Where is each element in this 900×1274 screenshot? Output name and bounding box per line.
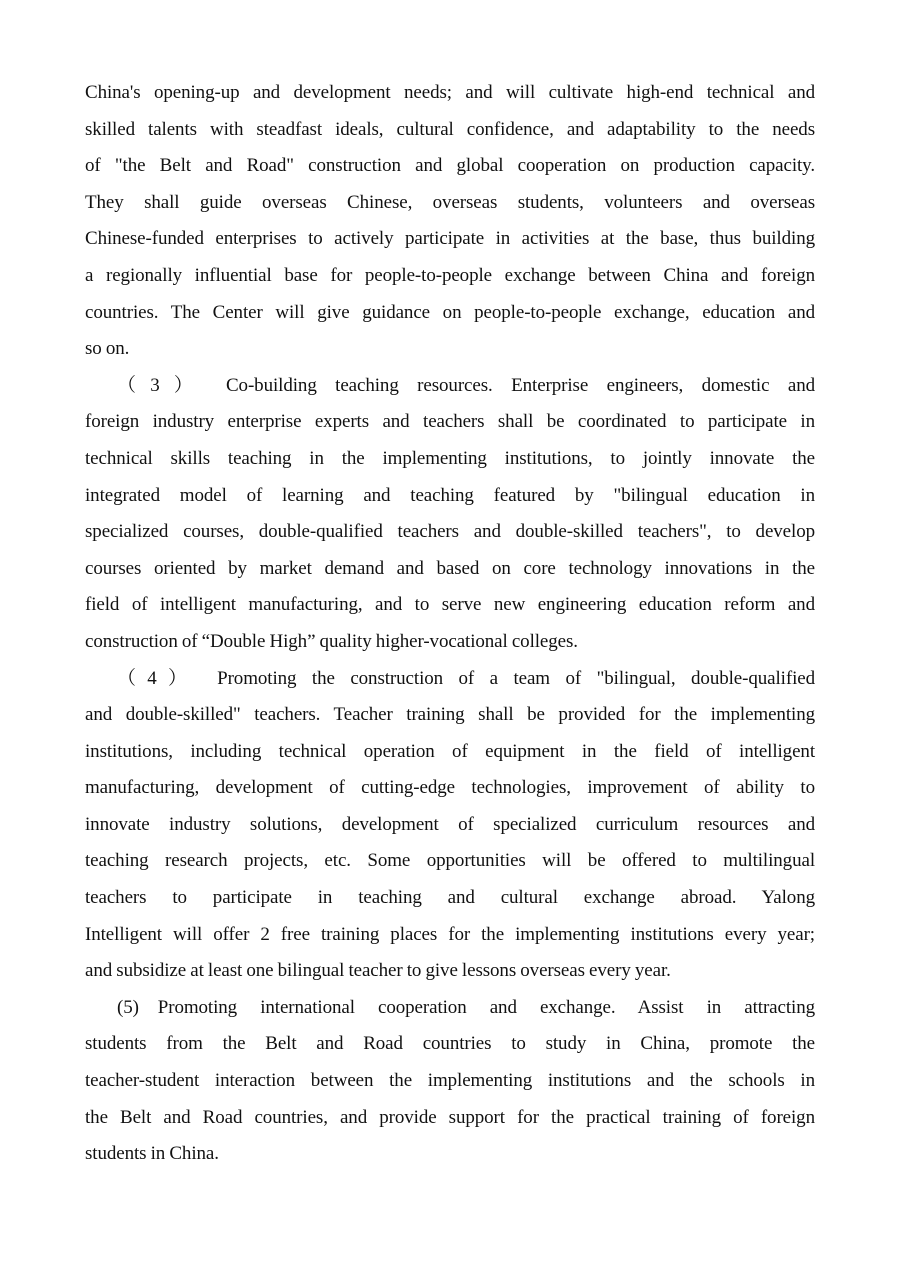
text-line: so on. — [85, 338, 130, 360]
paragraph — [85, 661, 815, 990]
text-line: foreign industry enterprise experts and teachers shall be coordinated to participate in — [85, 411, 815, 433]
text-line: teachers to participate in teaching and cultural exchange abroad. Yalong — [85, 887, 815, 909]
text-line: construction of “Double High” quality higher-vocational colleges. — [85, 630, 578, 652]
text-line: a regionally influential base for people-to-people exchange between China and foreign — [85, 264, 815, 286]
paragraph — [85, 75, 815, 368]
paragraph — [85, 990, 815, 1173]
text-line: China's opening-up and development needs; and will cultivate high-end technical and — [85, 82, 815, 103]
text-line: manufacturing, development of cutting-edge technologies, improvement of ability to — [85, 777, 815, 799]
text-line: innovate industry solutions, development of specialized curriculum resources and — [85, 813, 815, 835]
text-line: technical skills teaching in the implementing institutions, to jointly innovate the — [85, 447, 815, 469]
text-line: Chinese-funded enterprises to actively participate in activities at the base, thus building — [85, 228, 815, 250]
text-line: specialized courses, double-qualified teachers and double-skilled teachers", to develop — [85, 521, 815, 543]
paragraph — [85, 368, 815, 661]
text-line: countries. The Center will give guidance on people-to-people exchange, education and — [85, 301, 815, 323]
text-line: students in China. — [85, 1143, 219, 1165]
text-line: students from the Belt and Road countries to study in China, promote the — [85, 1033, 815, 1055]
text-line: (5) Promoting international cooperation and exchange. Assist in attracting — [117, 996, 815, 1018]
text-line: field of intelligent manufacturing, and to serve new engineering education reform and — [85, 594, 815, 616]
text-line: integrated model of learning and teaching featured by "bilingual education in — [85, 484, 815, 506]
text-line: of "the Belt and Road" construction and global cooperation on production capacity. — [85, 155, 815, 177]
text-line: （4） Promoting the construction of a team of "bilingual, double-qualified — [117, 667, 815, 689]
text-line: and subsidize at least one bilingual teacher to give lessons overseas every year. — [85, 960, 671, 982]
text-line: skilled talents with steadfast ideals, cultural confidence, and adaptability to the needs — [85, 118, 815, 140]
text-line: teaching research projects, etc. Some opportunities will be offered to multilingual — [85, 850, 815, 872]
text-line: institutions, including technical operation of equipment in the field of intelligent — [85, 740, 815, 762]
text-line: Intelligent will offer 2 free training places for the implementing institutions every year; — [85, 923, 815, 945]
text-line: courses oriented by market demand and based on core technology innovations in the — [85, 557, 815, 579]
text-line: （3） Co-building teaching resources. Enterprise engineers, domestic and — [117, 374, 815, 396]
document-text-block — [85, 75, 815, 1173]
text-line: the Belt and Road countries, and provide support for the practical training of foreign — [85, 1106, 815, 1128]
text-line: and double-skilled" teachers. Teacher training shall be provided for the implementing — [85, 704, 815, 726]
text-line: teacher-student interaction between the implementing institutions and the schools in — [85, 1070, 815, 1092]
text-line: They shall guide overseas Chinese, overseas students, volunteers and overseas — [85, 191, 815, 213]
